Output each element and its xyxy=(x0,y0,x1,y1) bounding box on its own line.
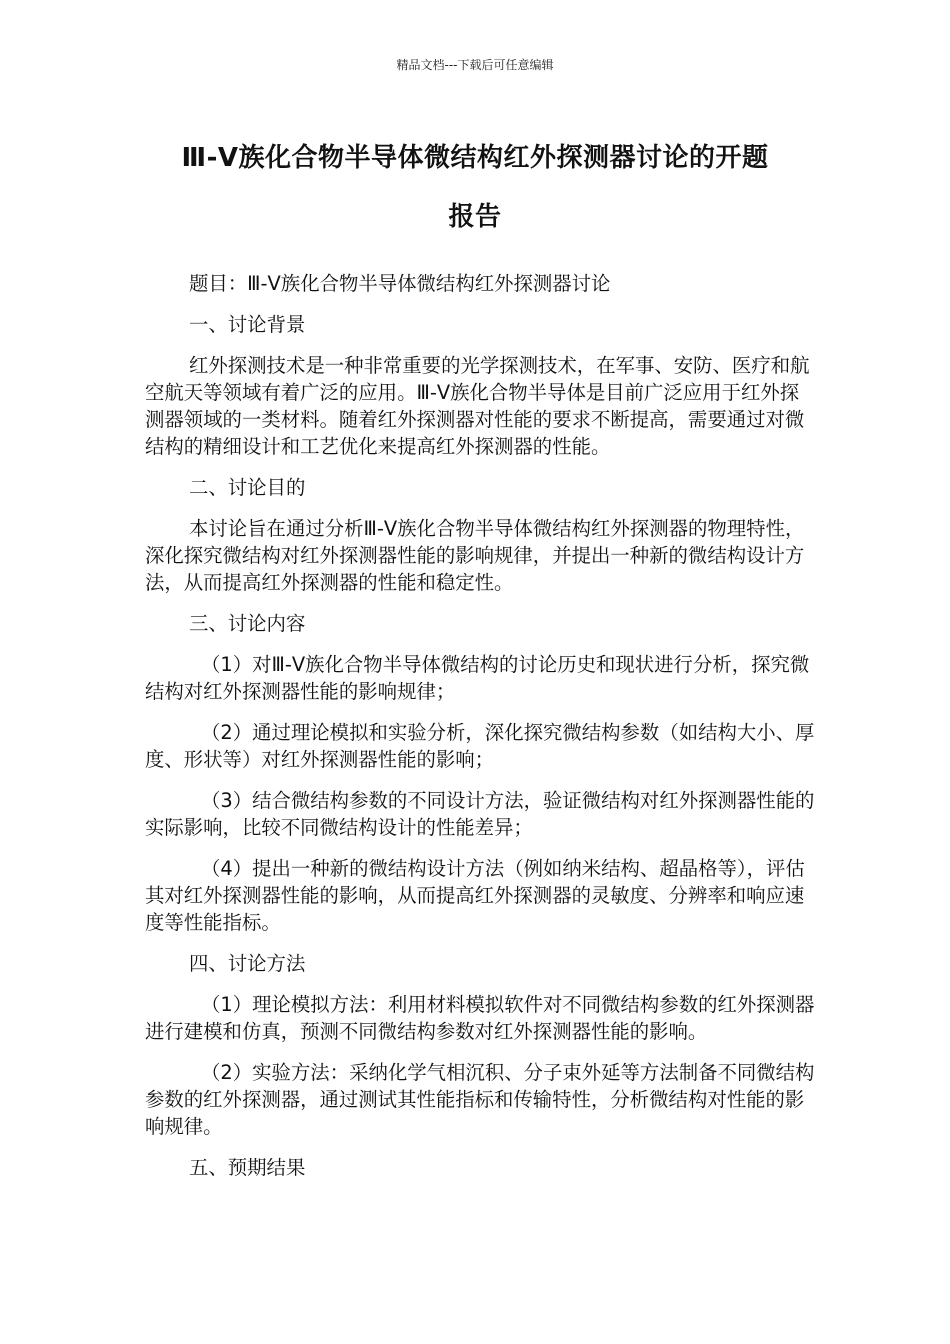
document-title-line-2: 报告 xyxy=(448,202,502,232)
section-3-heading: 三、讨论内容 xyxy=(189,612,306,635)
page-header: 精品文档---下载后可任意编辑 xyxy=(396,58,554,72)
section-4-heading: 四、讨论方法 xyxy=(189,952,306,975)
section-3-item: （3）结合微结构参数的不同设计方法，验证微结构对红外探测器性能的实际影响，比较不同微结构设计的性能差异； xyxy=(145,789,815,839)
section-1-heading: 一、讨论背景 xyxy=(189,313,306,336)
section-4-item: （2）实验方法：采纳化学气相沉积、分子束外延等方法制备不同微结构参数的红外探测器，通过测试其性能指标和传输特性，分析微结构对性能的影响规律。 xyxy=(145,1061,815,1138)
section-2-paragraph: 本讨论旨在通过分析Ⅲ-Ⅴ族化合物半导体微结构红外探测器的物理特性，深化探究微结构对红外探测器性能的影响规律，并提出一种新的微结构设计方法，从而提高红外探测器的性能和稳定性。 xyxy=(145,517,805,594)
section-4-item: （1）理论模拟方法：利用材料模拟软件对不同微结构参数的红外探测器进行建模和仿真，预测不同微结构参数对红外探测器性能的影响。 xyxy=(145,993,815,1043)
section-3-item: （1）对Ⅲ-Ⅴ族化合物半导体微结构的讨论历史和现状进行分析，探究微结构对红外探测器性能的影响规律； xyxy=(145,653,810,703)
section-3-item: （2）通过理论模拟和实验分析，深化探究微结构参数（如结构大小、厚度、形状等）对红外探测器性能的影响； xyxy=(145,721,815,771)
document-body xyxy=(145,270,815,1181)
document-title-line-1: Ⅲ-Ⅴ族化合物半导体微结构红外探测器讨论的开题 xyxy=(181,143,769,173)
topic-line: 题目：Ⅲ-Ⅴ族化合物半导体微结构红外探测器讨论 xyxy=(189,272,611,295)
section-2-heading: 二、讨论目的 xyxy=(189,476,306,499)
section-3-item: （4）提出一种新的微结构设计方法（例如纳米结构、超晶格等），评估其对红外探测器性能的影响，从而提高红外探测器的灵敏度、分辨率和响应速度等性能指标。 xyxy=(145,857,805,934)
section-5-heading: 五、预期结果 xyxy=(189,1156,306,1179)
section-1-paragraph: 红外探测技术是一种非常重要的光学探测技术，在军事、安防、医疗和航空航天等领域有着广泛的应用。Ⅲ-Ⅴ族化合物半导体是目前广泛应用于红外探测器领域的一类材料。随着红外探测器对性能的要求不断提高，需要通过对微结构的精细设计和工艺优化来提高红外探测器的性能。 xyxy=(145,354,810,458)
